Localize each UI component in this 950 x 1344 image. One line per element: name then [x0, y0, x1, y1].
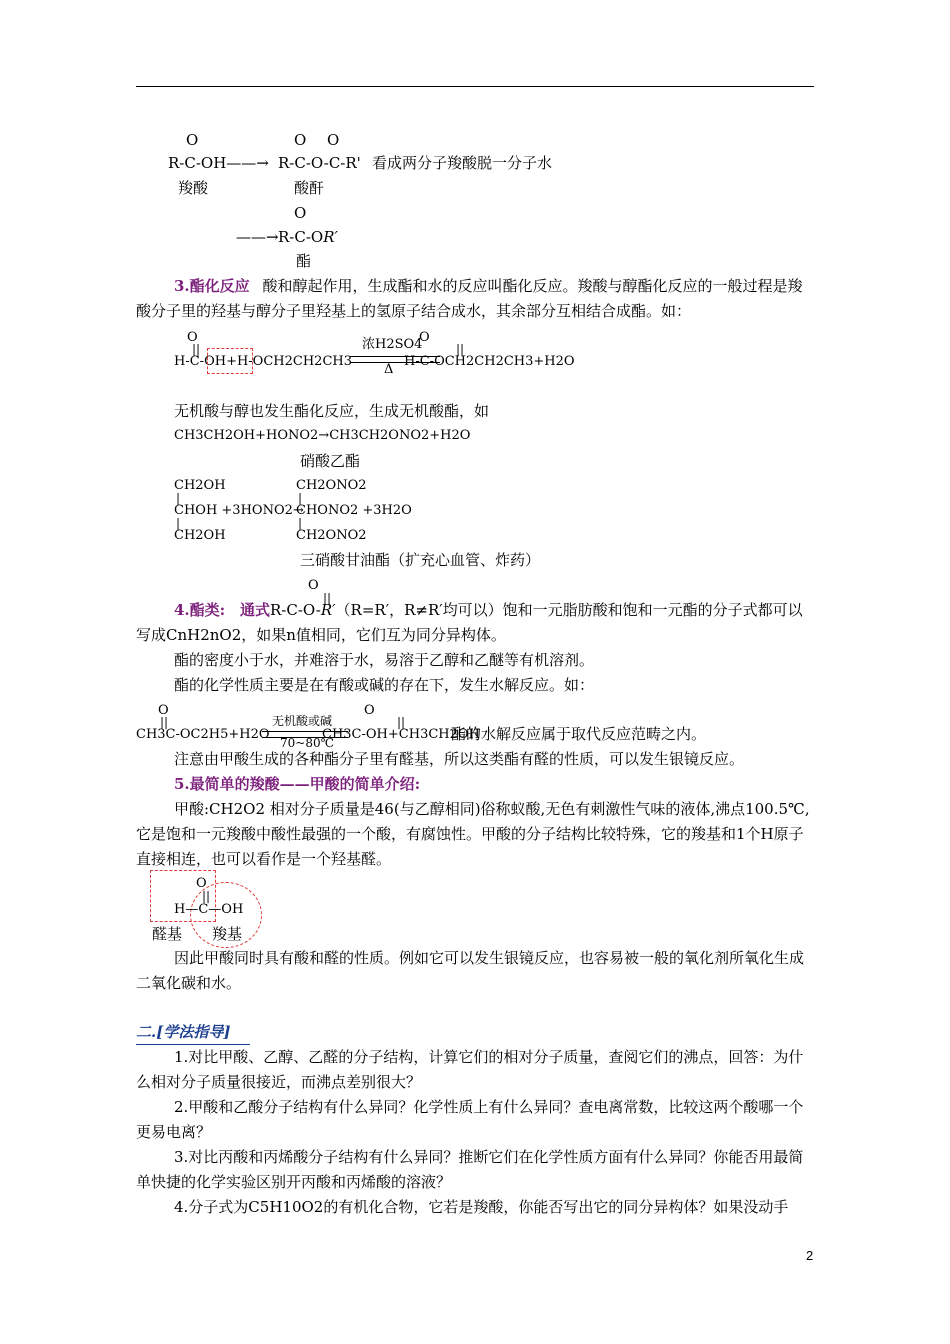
sec3-paragraph — [136, 274, 816, 324]
water-highlight-box — [207, 348, 253, 374]
sec4-paragraph-1 — [136, 598, 816, 648]
hyd-right: CH3C-OH+CH3CH2OH — [322, 727, 480, 742]
glycerol-right-2: CHONO2 +3H2O — [296, 503, 412, 518]
glycerol-left-1: CH2OH — [174, 478, 226, 493]
sec3-text: 酸和醇起作用，生成酯和水的反应叫酯化反应。羧酸与醇酯化反应的一般过程是羧酸分子里的羟基与醇分子里羟基上的氢原子结合成水，其余部分互相结合成酯。如： — [136, 277, 803, 320]
guide-question-2: 2.甲酸和乙酸分子结构有什么异同？化学性质上有什么异同？查电离常数，比较这两个酸哪一个更易电离？ — [136, 1098, 804, 1141]
page-number: 2 — [806, 1248, 814, 1263]
sec4-r-prime: R′ — [320, 601, 336, 619]
eq1-o-top-2: O — [294, 131, 307, 149]
hyd-text: 酯的水解反应属于取代反应范畴之内。 — [451, 725, 707, 743]
sec4-paragraph-4: 注意由甲酸生成的各种酯分子里有醛基，所以这类酯有醛的性质，可以发生银镜反应。 — [174, 750, 745, 768]
sec4-paragraph-3: 酯的化学性质主要是在有酸或碱的存在下，发生水解反应。如： — [174, 676, 595, 694]
rx-right: H-C-OCH2CH2CH3+H2O — [404, 354, 575, 369]
header-rule — [136, 86, 814, 87]
sec4-formula: R-C-O- — [270, 601, 321, 619]
glycerol-bond-l1: | — [176, 491, 181, 505]
sec4-bond: || — [323, 591, 332, 605]
glycerol-bond-l2: | — [176, 516, 181, 530]
guide-question-1: 1.对比甲酸、乙醇、乙醛的分子结构，计算它们的相对分子质量，查阅它们的沸点，回答：为什么相对分子质量很接近，而沸点差别很大？ — [136, 1048, 804, 1091]
eq1-arrow-2: ——→ — [236, 228, 279, 246]
eq1-o-top-3: O — [327, 131, 340, 149]
glycerol-right-1: CH2ONO2 — [296, 478, 367, 493]
sec4-paragraph-2: 酯的密度小于水，并难溶于水，易溶于乙醇和乙醚等有机溶剂。 — [174, 651, 595, 669]
sec5-paragraph-2: 因此甲酸同时具有酸和醛的性质。例如它可以发生银镜反应，也容易被一般的氧化剂所氧化生成二氧化碳和水。 — [136, 949, 805, 992]
formic-main: H—C—OH — [174, 902, 244, 917]
eq1-o-top-1: O — [186, 131, 199, 149]
nitrate-equation: CH3CH2OH+HONO2→CH3CH2ONO2+H2O — [174, 428, 471, 443]
guide-question-4: 4.分子式为C5H10O2的有机化合物，它若是羧酸，你能否写出它的同分异构体？如果没动手 — [174, 1198, 789, 1216]
hyd-bond-1: || — [160, 715, 169, 729]
label-ester: 酯 — [296, 252, 312, 270]
rx-delta: Δ — [384, 362, 394, 377]
sec4-o-top: O — [308, 578, 319, 593]
glycerol-bond-r1: | — [298, 491, 303, 505]
hyd-condition-1: 无机酸或碱 — [272, 714, 333, 728]
formic-o: O — [196, 876, 207, 891]
eq1-note: 看成两分子羧酸脱一分子水 — [372, 154, 553, 172]
sec5-heading: 5.最简单的羧酸——甲酸的简单介绍: — [174, 775, 421, 793]
eq1-rhs: R-C-O-C-R' — [278, 154, 361, 172]
label-carboxyl-group: 羧基 — [212, 925, 243, 943]
label-acid: 羧酸 — [178, 179, 209, 197]
rx-left: H-C-OH+H-OCH2CH2CH3 — [174, 354, 353, 369]
label-aldehyde-group: 醛基 — [152, 925, 183, 943]
nitrate-name: 硝酸乙酯 — [300, 452, 361, 470]
rx-o-2: O — [419, 330, 430, 345]
sec4-subheading: 通式 — [239, 601, 270, 619]
sec4-text-1: （R=R′，R≠R′均可以）饱和一元脂肪酸和饱和一元酯的分子式都可以写成CnH2nO2，如果n值相同，它们互为同分异构体。 — [136, 601, 803, 644]
eq1-o-top-4: O — [294, 204, 307, 222]
rx-bond-1: || — [192, 342, 201, 356]
sec4-heading: 4.酯类: — [174, 601, 226, 619]
label-anhydride: 酸酐 — [294, 179, 325, 197]
hyd-bond-2: || — [397, 715, 406, 729]
guide-heading: 二.[学法指导] — [136, 1023, 231, 1041]
r-prime: R′ — [323, 228, 338, 246]
eq1-ester-formula — [278, 227, 338, 247]
glycerol-right-3: CH2ONO2 — [296, 528, 367, 543]
hyd-condition-2: 70~80℃ — [280, 736, 335, 750]
sec5-paragraph-1: 甲酸:CH2O2 相对分子质量是46(与乙醇相同)俗称蚁酸,无色有刺激性气味的液体,沸点100.5℃,它是饱和一元羧酸中酸性最强的一个酸，有腐蚀性。甲酸的分子结构比较特殊，它的羧基和1个H原子直接相连，也可以看作是一个羟基醛。 — [136, 800, 810, 868]
rx-condition: 浓H2SO4 — [362, 337, 423, 352]
sec3-heading: 3.酯化反应 — [174, 277, 250, 295]
rx-bond-2: || — [456, 342, 465, 356]
rx-o-1: O — [187, 330, 198, 345]
glycerol-nitrate-name: 三硝酸甘油酯（扩充心血管、炸药） — [300, 551, 541, 569]
glycerol-left-3: CH2OH — [174, 528, 226, 543]
hyd-left: CH3C-OC2H5+H2O — [136, 727, 270, 742]
formic-bond: || — [202, 889, 211, 903]
glycerol-left-2: CHOH +3HONO2→ — [174, 503, 304, 518]
eq1-lhs: R-C-OH——→ — [168, 154, 269, 172]
ester-formula-text: R-C-O — [278, 228, 324, 246]
inorganic-text: 无机酸与醇也发生酯化反应，生成无机酸酯，如 — [174, 402, 490, 420]
glycerol-bond-r2: | — [298, 516, 303, 530]
guide-question-3: 3.对比丙酸和丙烯酸分子结构有什么异同？推断它们在化学性质方面有什么异同？你能否用最简单快捷的化学实验区别开丙酸和丙烯酸的溶液？ — [136, 1148, 804, 1191]
hyd-o-2: O — [364, 703, 375, 718]
hyd-o-1: O — [158, 703, 169, 718]
